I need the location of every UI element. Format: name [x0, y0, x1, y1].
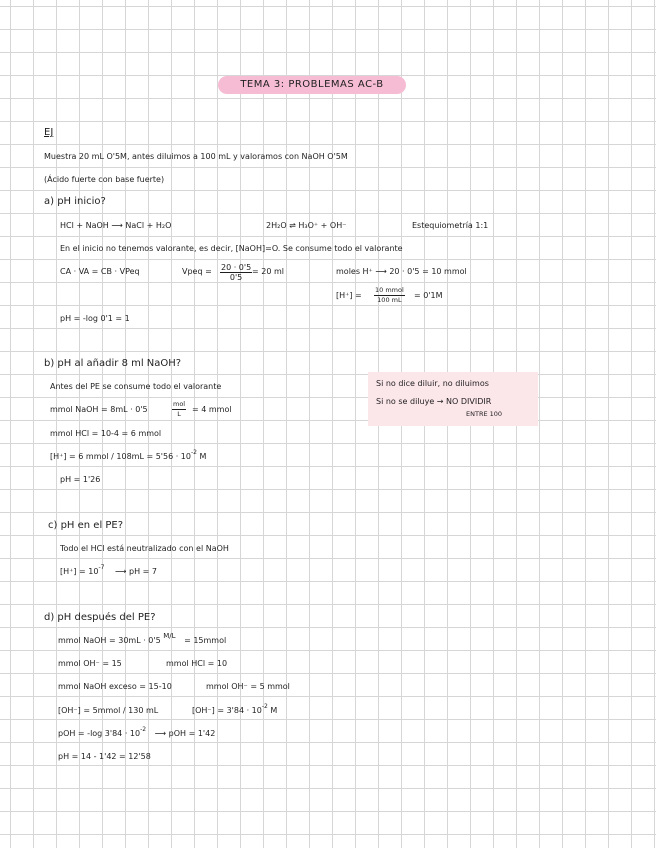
part-d-line5-result: ⟶ pOH = 1'42	[154, 729, 216, 738]
part-c-heading: c) pH en el PE?	[48, 520, 124, 531]
part-a-ph: pH = -log 0'1 = 1	[60, 314, 130, 323]
part-b-unit-numerator: mol	[173, 400, 186, 408]
part-a-heading: a) pH inicio?	[44, 196, 106, 207]
part-b-heading: b) pH al añadir 8 ml NaOH?	[44, 358, 182, 369]
part-d-line3b: mmol OH⁻ = 5 mmol	[206, 682, 290, 691]
part-c-line2-result: ⟶ pH = 7	[114, 567, 157, 576]
part-d-line4b	[192, 705, 277, 717]
part-a-concentration-result: = 0'1M	[414, 291, 443, 300]
part-d-line3a: mmol NaOH exceso = 15-10	[58, 682, 172, 691]
part-d-line4b-exponent: -2	[261, 703, 268, 710]
part-a-concentration-fraction	[374, 286, 405, 305]
part-a-vpeq-label: Vpeq =	[182, 267, 212, 276]
part-a-stoichiometry: Estequiometría 1:1	[412, 221, 489, 230]
problem-statement: Muestra 20 mL O'5M, antes diluimos a 100 mL y valoramos con NaOH O'5M	[44, 152, 348, 161]
part-d-line4b-text: [OH⁻] = 3'84 · 10	[192, 706, 262, 715]
part-a-moles: moles H⁺ ⟶ 20 · 0'5 = 10 mmol	[336, 267, 467, 276]
part-d-line1-unit: M/L	[163, 632, 176, 640]
part-a-reaction: HCl + NaOH ⟶ NaCl + H₂O	[60, 221, 172, 230]
part-d-line1	[58, 632, 227, 647]
part-d-line4a: [OH⁻] = 5mmol / 130 mL	[58, 706, 159, 715]
part-b-line2-text: mmol NaOH = 8mL · 0'5	[50, 405, 148, 414]
part-a-vpeq-denominator: 0'5	[229, 273, 243, 282]
note-line2: Si no se diluye → NO DIVIDIR	[376, 397, 492, 406]
part-a-vpeq-fraction	[220, 263, 252, 282]
part-b-unit-denominator: L	[177, 410, 181, 418]
part-c-line2-exponent: -7	[98, 564, 105, 571]
page-title: TEMA 3: PROBLEMAS AC-B	[218, 76, 406, 94]
part-a-comment: En el inicio no tenemos valorante, es decir, [NaOH]=O. Se consume todo el valorante	[60, 244, 403, 253]
part-b-line1: Antes del PE se consume todo el valorante	[50, 382, 222, 391]
part-b-ph: pH = 1'26	[60, 475, 101, 484]
part-a-equivalence-equation: CA · VA = CB · VPeq	[60, 267, 140, 276]
part-a-concentration-label: [H⁺] =	[336, 291, 362, 300]
part-d-line2a: mmol OH⁻ = 15	[58, 659, 122, 668]
part-b-unit-fraction	[172, 400, 186, 419]
part-b-line4-exponent: -2	[190, 449, 197, 456]
part-c-line2	[60, 566, 157, 578]
part-d-line5-text: pOH = -log 3'84 · 10	[58, 729, 141, 738]
part-b-line2-result: = 4 mmol	[192, 405, 232, 414]
problem-statement-note: (Ácido fuerte con base fuerte)	[44, 175, 165, 184]
part-a-concentration-numerator: 10 mmol	[375, 286, 404, 294]
note-line1: Si no dice diluir, no diluimos	[376, 379, 489, 388]
part-d-line6: pH = 14 - 1'42 = 12'58	[58, 752, 151, 761]
note-line3: ENTRE 100	[466, 410, 503, 418]
part-d-heading: d) pH después del PE?	[44, 612, 156, 623]
part-b-line4-unit: M	[199, 452, 207, 461]
part-d-line5-exponent: -2	[140, 726, 147, 733]
part-d-line1-text: mmol NaOH = 30mL · 0'5	[58, 636, 161, 645]
part-b-line3: mmol HCl = 10-4 = 6 mmol	[50, 429, 162, 438]
part-b-line4-text: [H⁺] = 6 mmol / 108mL = 5'56 · 10	[50, 452, 191, 461]
part-b-line2	[50, 404, 148, 416]
part-d-line5	[58, 728, 215, 740]
section-heading: EJ	[44, 127, 54, 138]
part-d-line1-result: = 15mmol	[184, 636, 227, 645]
part-c-line2-text: [H⁺] = 10	[60, 567, 99, 576]
part-d-line4b-unit: M	[270, 706, 278, 715]
part-b-line4	[50, 451, 206, 463]
part-a-autoionization: 2H₂O ⇌ H₃O⁺ + OH⁻	[266, 221, 347, 230]
part-a-vpeq-numerator: 20 · 0'5	[221, 263, 252, 272]
part-a-concentration-denominator: 100 mL	[377, 296, 402, 304]
part-c-line1: Todo el HCl está neutralizado con el NaOH	[60, 544, 229, 553]
part-a-vpeq-result: = 20 ml	[252, 267, 284, 276]
part-d-line2b: mmol HCl = 10	[166, 659, 228, 668]
